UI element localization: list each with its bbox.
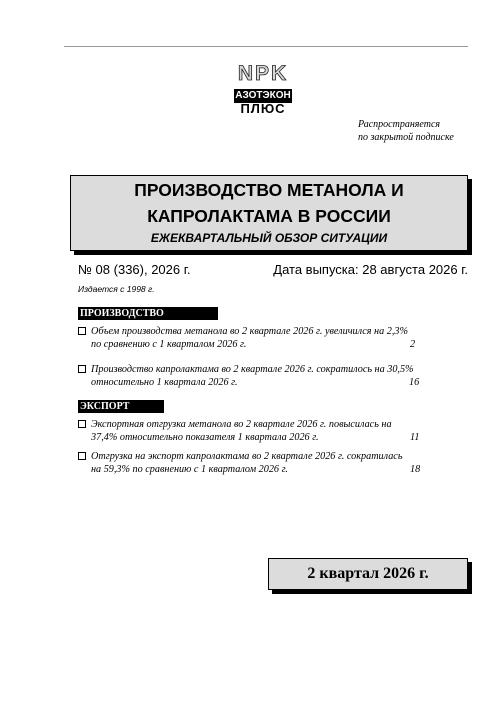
- item-line-1: Производство капролактама во 2 квартале 2026 г. сократилось на 30,5%: [91, 364, 414, 375]
- logo-npk-text: NPK: [237, 62, 289, 85]
- publisher-logo: [226, 62, 300, 120]
- item-page-number: 16: [409, 377, 420, 388]
- item-line-1: Объем производства метанола во 2 квартале 2026 г. увеличился на 2,3%: [91, 326, 408, 337]
- item-page-number: 11: [410, 432, 420, 443]
- section-heading-export: ЭКСПОРТ: [78, 400, 164, 413]
- item-line-2: 37,4% относительно показателя 1 квартала 2026 г.: [91, 432, 319, 443]
- issue-row: [78, 262, 468, 280]
- item-page-number: 18: [410, 464, 421, 475]
- subscription-line-1: Распространяется: [358, 119, 441, 130]
- list-item[interactable]: [78, 450, 470, 478]
- item-line-2: относительно 1 квартала 2026 г.: [91, 377, 238, 388]
- item-line-2: по сравнению с 1 кварталом 2026 г.: [91, 339, 247, 350]
- checkbox-bullet-icon: [78, 452, 86, 460]
- item-line-1: Отгрузка на экспорт капролактама во 2 квартале 2026 г. сократилась: [91, 451, 403, 462]
- release-date: Дата выпуска: 28 августа 2026 г.: [273, 262, 468, 277]
- top-rule: [64, 46, 468, 47]
- checkbox-bullet-icon: [78, 327, 86, 335]
- period-box: 2 квартал 2026 г.: [268, 558, 468, 590]
- list-item[interactable]: [78, 325, 470, 353]
- subscription-note: [358, 118, 478, 144]
- title-line-2: КАПРОЛАКТАМА В РОССИИ: [147, 206, 391, 226]
- logo-azot-text: АЗОТЭКОН: [235, 90, 291, 101]
- item-line-1: Экспортная отгрузка метанола во 2 квартале 2026 г. повысилась на: [91, 419, 392, 430]
- title-subtitle: ЕЖЕКВАРТАЛЬНЫЙ ОБЗОР СИТУАЦИИ: [150, 231, 388, 245]
- title-box: [70, 175, 468, 251]
- logo-plus-text: ПЛЮС: [240, 101, 286, 116]
- list-item[interactable]: [78, 363, 470, 391]
- checkbox-bullet-icon: [78, 365, 86, 373]
- issue-number: № 08 (336), 2026 г.: [78, 262, 191, 277]
- subscription-line-2: по закрытой подписке: [358, 132, 454, 143]
- section-heading-production: ПРОИЗВОДСТВО: [78, 307, 218, 320]
- published-since: Издается с 1998 г.: [78, 284, 155, 294]
- item-page-number: 2: [410, 339, 416, 350]
- item-line-2: на 59,3% по сравнению с 1 кварталом 2026 г.: [91, 464, 288, 475]
- checkbox-bullet-icon: [78, 420, 86, 428]
- list-item[interactable]: [78, 418, 470, 446]
- title-line-1: ПРОИЗВОДСТВО МЕТАНОЛА И: [134, 180, 404, 200]
